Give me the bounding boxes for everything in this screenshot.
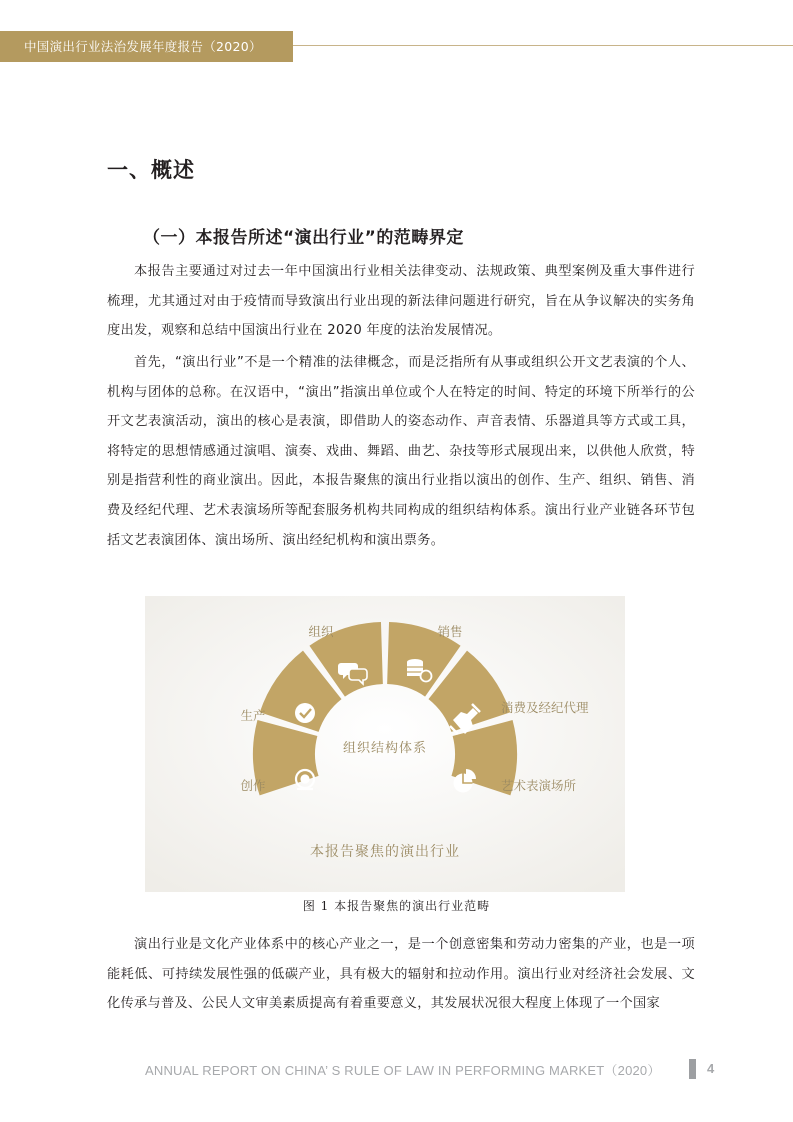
segment-label-organization: 组织 (308, 624, 334, 639)
segment-label-venues: 艺术表演场所 (501, 778, 577, 793)
section-title: 一、概述 (107, 158, 195, 182)
header-rule (293, 45, 793, 46)
running-footer: ANNUAL REPORT ON CHINA’ S RULE OF LAW IN PERFORMING MARKET（2020） (145, 1063, 661, 1078)
footer-bar (689, 1059, 696, 1079)
industry-scope-figure (145, 596, 625, 892)
paragraph-1: 本报告主要通过对过去一年中国演出行业相关法律变动、法规政策、典型案例及重大事件进行梳理，尤其通过对由于疫情而导致演出行业出现的新法律问题进行研究，旨在从争议解决的实务角度出发，观察和总结中国演出行业在 2020 年度的法治发展情况。 (107, 264, 695, 339)
segment-label-sales: 销售 (437, 624, 463, 639)
running-header: 中国演出行业法治发展年度报告（2020） (0, 31, 293, 62)
figure-caption: 图 1 本报告聚焦的演出行业范畴 (302, 899, 491, 913)
center-label: 组织结构体系 (342, 741, 428, 756)
check-circle-icon (295, 703, 315, 723)
paragraph-2: 首先，“演出行业”不是一个精准的法律概念，而是泛指所有从事或组织公开文艺表演的个人、机构与团体的总称。在汉语中，“演出”指演出单位或个人在特定的时间、特定的环境下所举行的公开文艺表演活动，演出的核心是表演，即借助人的姿态动作、声音表情、乐器道具等方式或工具，将特定的思想情感通过演唱、演奏、戏曲、舞蹈、曲艺、杂技等形式展现出来，以供他人欣赏，特别是指营利性的商业演出。因此，本报告聚焦的演出行业指以演出的创作、生产、组织、销售、消费及经纪代理、艺术表演场所等配套服务机构共同构成的组织结构体系。演出行业产业链各环节包括文艺表演团体、演出场所、演出经纪机构和演出票务。 (107, 355, 695, 548)
page-number: 4 (707, 1061, 715, 1076)
segment-label-production: 生产 (240, 708, 266, 723)
figure-diagram (145, 596, 625, 892)
segment-label-consumption-agency: 消费及经纪代理 (501, 700, 589, 715)
paragraph-3: 演出行业是文化产业体系中的核心产业之一，是一个创意密集和劳动力密集的产业，也是一项能耗低、可持续发展性强的低碳产业，具有极大的辐射和拉动作用。演出行业对经济社会发展、文化传承与普及、公民人文审美素质提高有着重要意义，其发展状况很大程度上体现了一个国家 (107, 937, 695, 1012)
subsection-title: （一）本报告所述“演出行业”的范畴界定 (143, 228, 464, 248)
segment-label-creation: 创作 (240, 778, 266, 793)
bottom-label: 本报告聚焦的演出行业 (310, 844, 460, 860)
